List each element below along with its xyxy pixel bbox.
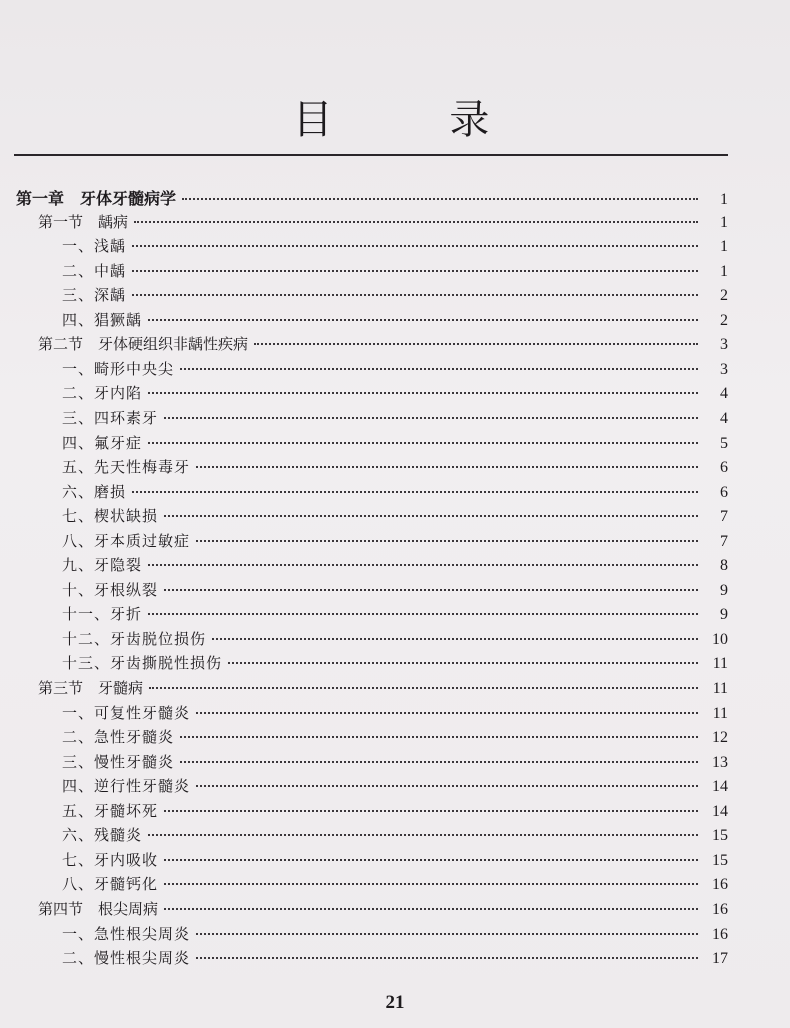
dot-leader — [148, 392, 698, 394]
toc-entry-title: 二、牙内陷 — [62, 384, 143, 403]
dot-leader — [149, 687, 698, 689]
toc-entry[interactable] — [62, 432, 728, 456]
toc-entry[interactable] — [62, 554, 728, 578]
toc-entry-page: 5 — [720, 434, 728, 452]
toc-entry[interactable] — [38, 677, 728, 701]
toc-entry[interactable] — [62, 260, 728, 284]
dot-leader — [164, 589, 698, 591]
dot-leader — [148, 613, 698, 615]
dot-leader — [196, 466, 698, 468]
toc-entry[interactable] — [62, 726, 728, 750]
toc-entry-page: 15 — [712, 827, 728, 845]
toc-entry[interactable] — [62, 849, 728, 873]
dot-leader — [164, 883, 698, 885]
toc-entry-page: 9 — [720, 581, 728, 599]
toc-entry[interactable] — [62, 530, 728, 554]
toc-entry-title: 第三节 牙髓病 — [38, 679, 144, 697]
toc-entry-page: 6 — [720, 459, 728, 477]
toc-entry-title: 一、畸形中央尖 — [62, 359, 175, 378]
toc-entry-page: 14 — [712, 802, 728, 820]
toc-entry-page: 9 — [720, 606, 728, 624]
dot-leader — [254, 343, 698, 345]
toc-entry[interactable] — [62, 579, 728, 603]
dot-leader — [180, 736, 698, 738]
dot-leader — [164, 810, 698, 812]
toc-entry-title: 八、牙本质过敏症 — [62, 531, 191, 550]
toc-entry-page: 3 — [720, 360, 728, 378]
dot-leader — [196, 712, 698, 714]
toc-entry[interactable] — [62, 873, 728, 897]
dot-leader — [212, 638, 698, 640]
toc-entry-page: 7 — [720, 532, 728, 550]
dot-leader — [164, 859, 698, 861]
dot-leader — [164, 417, 698, 419]
dot-leader — [148, 564, 698, 566]
dot-leader — [180, 761, 698, 763]
toc-entry-page: 16 — [712, 925, 728, 943]
toc-entry[interactable] — [62, 702, 728, 726]
toc-entry[interactable] — [62, 382, 728, 406]
toc-entry-page: 4 — [720, 409, 728, 427]
toc-entry[interactable] — [62, 456, 728, 480]
dot-leader — [132, 270, 698, 272]
dot-leader — [196, 785, 698, 787]
toc-entry-title: 六、残髓炎 — [62, 826, 143, 845]
toc-entry-title: 十二、牙齿脱位损伤 — [62, 629, 207, 648]
toc-entry[interactable] — [62, 505, 728, 529]
toc-entry-title: 三、慢性牙髓炎 — [62, 752, 175, 771]
toc-entry-page: 2 — [720, 311, 728, 329]
toc-entry-title: 一、浅龋 — [62, 237, 127, 256]
toc-entry-page: 12 — [712, 729, 728, 747]
toc-entry-title: 七、牙内吸收 — [62, 850, 159, 869]
title-rule — [14, 154, 728, 156]
toc-entry[interactable] — [62, 309, 728, 333]
toc-entry-title: 第一章 牙体牙髓病学 — [16, 189, 177, 208]
toc-entry-page: 3 — [720, 336, 728, 354]
toc-entry-page: 13 — [712, 753, 728, 771]
toc-entry-title: 九、牙隐裂 — [62, 556, 143, 575]
dot-leader — [148, 319, 698, 321]
toc-entry[interactable] — [62, 407, 728, 431]
dot-leader — [148, 834, 698, 836]
toc-entry-page: 15 — [712, 851, 728, 869]
toc-entry-page: 1 — [720, 238, 728, 256]
toc-entry[interactable] — [38, 333, 728, 357]
dot-leader — [196, 957, 698, 959]
toc-entry[interactable] — [62, 824, 728, 848]
toc-entry-page: 1 — [720, 213, 728, 231]
toc-entry-title: 二、急性牙髓炎 — [62, 728, 175, 747]
toc-entry[interactable] — [62, 652, 728, 676]
dot-leader — [196, 540, 698, 542]
toc-entry-title: 八、牙髓钙化 — [62, 875, 159, 894]
dot-leader — [132, 294, 698, 296]
toc-entry[interactable] — [62, 947, 728, 971]
toc-entry[interactable] — [62, 923, 728, 947]
toc-entry-title: 四、氟牙症 — [62, 433, 143, 452]
toc-entry-page: 7 — [720, 508, 728, 526]
toc-entry-title: 二、中龋 — [62, 261, 127, 280]
toc-entry-page: 2 — [720, 287, 728, 305]
toc-entry-title: 五、牙髓坏死 — [62, 801, 159, 820]
toc-entry[interactable] — [62, 284, 728, 308]
dot-leader — [164, 908, 698, 910]
toc-entry-title: 十、牙根纵裂 — [62, 580, 159, 599]
toc-entry-title: 第一节 龋病 — [38, 212, 129, 231]
toc-entry-title: 五、先天性梅毒牙 — [62, 458, 191, 477]
toc-entry[interactable] — [62, 800, 728, 824]
toc-entry-page: 8 — [720, 557, 728, 575]
dot-leader — [180, 368, 698, 370]
toc-entry-title: 四、猖獗龋 — [62, 310, 143, 329]
toc-entry-page: 11 — [712, 655, 728, 673]
toc-entry-page: 10 — [712, 630, 728, 648]
dot-leader — [196, 933, 698, 935]
toc-entry[interactable] — [62, 235, 728, 259]
toc-entry-title: 六、磨损 — [62, 482, 127, 501]
toc-entry[interactable] — [62, 775, 728, 799]
dot-leader — [164, 515, 698, 517]
dot-leader — [148, 442, 698, 444]
dot-leader — [132, 245, 698, 247]
toc-entry-title: 一、可复性牙髓炎 — [62, 703, 191, 722]
toc-entry[interactable] — [62, 358, 728, 382]
toc-entry-page: 1 — [720, 262, 728, 280]
toc-entry-page: 16 — [712, 876, 728, 894]
toc-entry-title: 十一、牙折 — [62, 605, 143, 624]
toc-entry[interactable] — [38, 211, 728, 235]
toc-entry[interactable] — [62, 628, 728, 652]
toc-entry-page: 16 — [712, 900, 728, 918]
dot-leader — [228, 662, 698, 664]
toc-entry-title: 二、慢性根尖周炎 — [62, 949, 191, 968]
dot-leader — [134, 221, 698, 223]
toc-entry[interactable] — [16, 186, 728, 210]
toc-entry-title: 七、楔状缺损 — [62, 507, 159, 526]
toc-entry-page: 1 — [720, 191, 728, 208]
toc-entry-page: 11 — [712, 680, 728, 697]
toc-entry-title: 三、深龋 — [62, 286, 127, 305]
toc-entry-page: 11 — [712, 704, 728, 722]
toc-entry[interactable] — [62, 603, 728, 627]
page-number: 21 — [385, 992, 405, 1013]
toc-entry-title: 第二节 牙体硬组织非龋性疾病 — [38, 335, 249, 354]
toc-entry[interactable] — [62, 751, 728, 775]
toc-entry-title: 十三、牙齿撕脱性损伤 — [62, 654, 223, 673]
dot-leader — [132, 491, 698, 493]
toc-entry[interactable] — [62, 481, 728, 505]
toc-entry-title: 三、四环素牙 — [62, 408, 159, 427]
toc-entry-page: 14 — [712, 778, 728, 796]
toc-entry-page: 4 — [720, 385, 728, 403]
toc-entry-page: 6 — [720, 483, 728, 501]
toc-entry-page: 17 — [712, 950, 728, 968]
toc-entry-title: 四、逆行性牙髓炎 — [62, 777, 191, 796]
toc-entry-title: 一、急性根尖周炎 — [62, 924, 191, 943]
page-title: 目 录 — [292, 97, 542, 143]
toc-entry-title: 第四节 根尖周病 — [38, 899, 159, 918]
toc-entry[interactable] — [38, 898, 728, 922]
dot-leader — [182, 198, 698, 200]
